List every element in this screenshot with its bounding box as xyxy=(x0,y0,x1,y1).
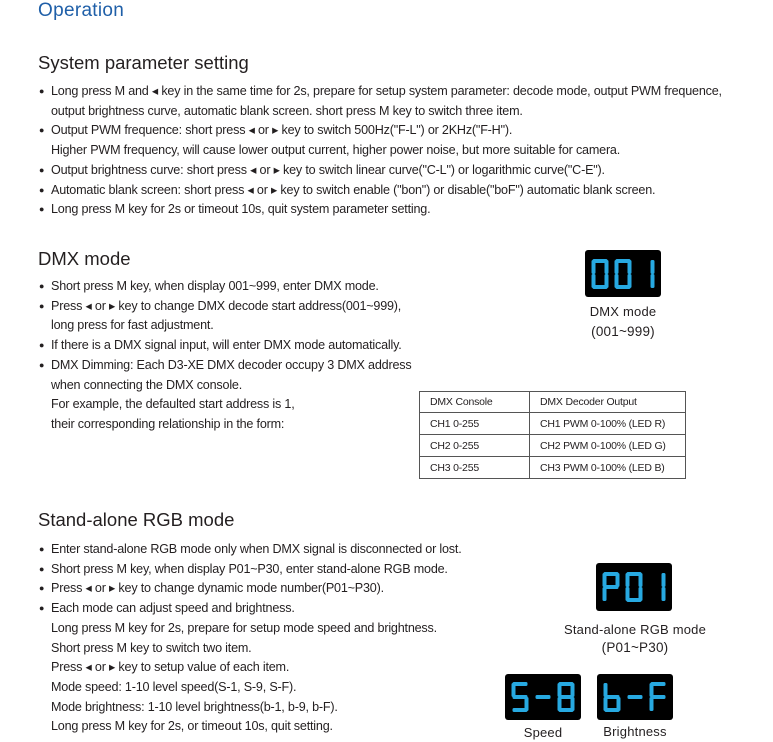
bullet-text: Long press M key for 2s or timeout 10s, quit system parameter setting. xyxy=(51,202,431,217)
table-cell: CH1 PWM 0-100% (LED R) xyxy=(530,413,686,435)
lcd-segment xyxy=(571,683,575,697)
bullet-text: For example, the defaulted start address is 1, xyxy=(51,397,295,412)
dmx-display-digits xyxy=(589,256,657,292)
lcd-segment xyxy=(592,260,596,274)
section-title-dmx: DMX mode xyxy=(38,248,131,269)
dmx-caption: DMX mode xyxy=(589,304,657,319)
table-cell: CH3 0-255 xyxy=(420,457,530,479)
continuation-line xyxy=(38,717,462,737)
dmx-range-caption: (001~999) xyxy=(591,324,655,339)
bullet-text: Press ◂ or ▸ key to setup value of each item. xyxy=(51,660,290,675)
lcd-segment xyxy=(558,683,562,697)
lcd-segment xyxy=(616,573,620,587)
lcd-segment xyxy=(626,587,630,601)
rgb-display-digits xyxy=(600,569,668,605)
continuation-line xyxy=(38,316,411,336)
bullet-text: their corresponding relationship in the form: xyxy=(51,416,285,431)
section-title-rgb: Stand-alone RGB mode xyxy=(38,509,235,530)
table-cell: CH2 0-255 xyxy=(420,435,530,457)
continuation-line xyxy=(38,141,722,161)
bullet-text: Short press M key to switch two item. xyxy=(51,640,252,655)
lcd-segment xyxy=(628,695,643,699)
dmx-mode-list xyxy=(38,277,411,435)
speed-display-digits xyxy=(509,679,577,715)
bullet-icon: ● xyxy=(39,281,45,291)
lcd-segment xyxy=(604,683,608,697)
bullet-item xyxy=(38,121,722,141)
continuation-line xyxy=(38,619,462,639)
bullet-text: Automatic blank screen: short press ◂ or ▸ key to switch enable ("bon") or disable("boF") automatic blank screen. xyxy=(51,182,656,197)
table-cell: CH3 PWM 0-100% (LED B) xyxy=(530,457,686,479)
brightness-display xyxy=(597,674,673,720)
bullet-icon: ● xyxy=(39,563,45,574)
rgb-caption: Stand-alone RGB mode xyxy=(563,622,707,637)
bullet-icon: ● xyxy=(39,583,45,594)
bullet-item xyxy=(38,181,722,201)
continuation-line xyxy=(38,658,462,678)
table-cell: CH2 PWM 0-100% (LED G) xyxy=(530,435,686,457)
system-parameter-list xyxy=(38,82,722,220)
speed-display xyxy=(505,674,581,720)
bullet-item xyxy=(38,82,722,102)
lcd-segment xyxy=(592,274,596,288)
table-row xyxy=(420,413,686,435)
bullet-item xyxy=(38,356,411,376)
table-row xyxy=(420,435,686,457)
brightness-label: Brightness xyxy=(603,724,667,739)
rgb-mode-list xyxy=(38,540,462,737)
lcd-segment xyxy=(628,260,632,274)
continuation-line xyxy=(38,678,462,698)
bullet-text: output brightness curve, automatic blank screen. short press M key to switch three item. xyxy=(51,103,523,118)
lcd-segment xyxy=(639,573,643,587)
continuation-line xyxy=(38,376,411,396)
bullet-text: Output PWM frequence: short press ◂ or ▸ key to switch 500Hz("F-L") or 2KHz("F-H"). xyxy=(51,123,513,138)
table-row xyxy=(420,457,686,479)
brightness-display-digits xyxy=(601,679,669,715)
bullet-text: Long press M and ◂ key in the same time for 2s, prepare for setup system parameter: decode mode, output PWM frequence, xyxy=(51,84,722,98)
lcd-segment xyxy=(605,260,609,274)
bullet-icon: ● xyxy=(39,603,45,614)
bullet-text: Short press M key, when display P01~P30, enter stand-alone RGB mode. xyxy=(51,561,448,576)
table-header: DMX Decoder Output xyxy=(530,392,686,413)
continuation-line xyxy=(38,639,462,659)
continuation-line xyxy=(38,415,411,435)
lcd-segment xyxy=(626,573,630,587)
lcd-segment xyxy=(662,587,666,601)
lcd-segment xyxy=(650,697,654,711)
bullet-item xyxy=(38,297,411,317)
continuation-line xyxy=(38,102,722,122)
bullet-icon: ● xyxy=(39,340,45,351)
continuation-line xyxy=(38,698,462,718)
bullet-icon: ● xyxy=(39,544,45,554)
lcd-segment xyxy=(558,697,562,711)
dmx-mapping-table xyxy=(419,391,686,479)
bullet-item xyxy=(38,599,462,619)
table-header: DMX Console xyxy=(420,392,530,413)
rgb-range-caption: (P01~P30) xyxy=(601,640,669,655)
bullet-text: Long press M key for 2s, prepare for setup mode speed and brightness. xyxy=(51,620,437,635)
bullet-text: Output brightness curve: short press ◂ or ▸ key to switch linear curve("C-L") or logarithmic curve("C-E"). xyxy=(51,162,605,177)
bullet-text: Press ◂ or ▸ key to change dynamic mode number(P01~P30). xyxy=(51,581,384,596)
lcd-segment xyxy=(559,695,574,699)
bullet-text: Short press M key, when display 001~999, enter DMX mode. xyxy=(51,279,379,293)
section-title-system: System parameter setting xyxy=(38,52,249,73)
dmx-display xyxy=(585,250,661,297)
bullet-text: Higher PWM frequency, will cause lower output current, higher power noise, but more suitable for camera. xyxy=(51,143,621,158)
table-cell: CH1 0-255 xyxy=(420,413,530,435)
continuation-line xyxy=(38,395,411,415)
lcd-segment xyxy=(662,573,666,587)
bullet-text: Enter stand-alone RGB mode only when DMX signal is disconnected or lost. xyxy=(51,542,462,556)
bullet-icon: ● xyxy=(39,300,45,311)
bullet-icon: ● xyxy=(39,125,45,136)
lcd-segment xyxy=(513,708,528,712)
bullet-icon: ● xyxy=(39,86,45,96)
lcd-segment xyxy=(603,573,607,587)
bullet-text: Mode brightness: 1-10 level brightness(b-1, b-9, b-F). xyxy=(51,699,338,714)
speed-label: Speed xyxy=(523,725,563,740)
bullet-text: Long press M key for 2s, or timeout 10s, quit setting. xyxy=(51,719,333,734)
rgb-display xyxy=(596,563,672,611)
lcd-segment xyxy=(615,260,619,274)
lcd-segment xyxy=(603,587,607,601)
bullet-item xyxy=(38,540,462,560)
bullet-icon: ● xyxy=(39,164,45,175)
lcd-segment xyxy=(617,697,621,711)
bullet-text: DMX Dimming: Each D3-XE DMX decoder occupy 3 DMX address xyxy=(51,357,412,372)
bullet-item xyxy=(38,277,411,297)
bullet-icon: ● xyxy=(39,184,45,195)
bullet-icon: ● xyxy=(39,359,45,370)
bullet-icon: ● xyxy=(39,204,45,215)
bullet-text: when connecting the DMX console. xyxy=(51,377,243,392)
lcd-segment xyxy=(536,695,551,699)
bullet-text: long press for fast adjustment. xyxy=(51,318,214,333)
bullet-text: If there is a DMX signal input, will enter DMX mode automatically. xyxy=(51,338,402,353)
bullet-item xyxy=(38,336,411,356)
lcd-segment xyxy=(615,274,619,288)
bullet-text: Mode speed: 1-10 level speed(S-1, S-9, S-F). xyxy=(51,679,297,694)
bullet-item xyxy=(38,200,722,220)
bullet-text: Each mode can adjust speed and brightness. xyxy=(51,601,295,616)
lcd-segment xyxy=(650,683,654,697)
lcd-segment xyxy=(651,274,655,288)
lcd-segment xyxy=(512,683,516,697)
bullet-item xyxy=(38,560,462,580)
table-header-row xyxy=(420,392,686,413)
bullet-text: Press ◂ or ▸ key to change DMX decode start address(001~999), xyxy=(51,298,402,313)
lcd-segment xyxy=(651,260,655,274)
page-heading: Operation xyxy=(38,0,125,21)
bullet-item xyxy=(38,161,722,181)
bullet-item xyxy=(38,579,462,599)
